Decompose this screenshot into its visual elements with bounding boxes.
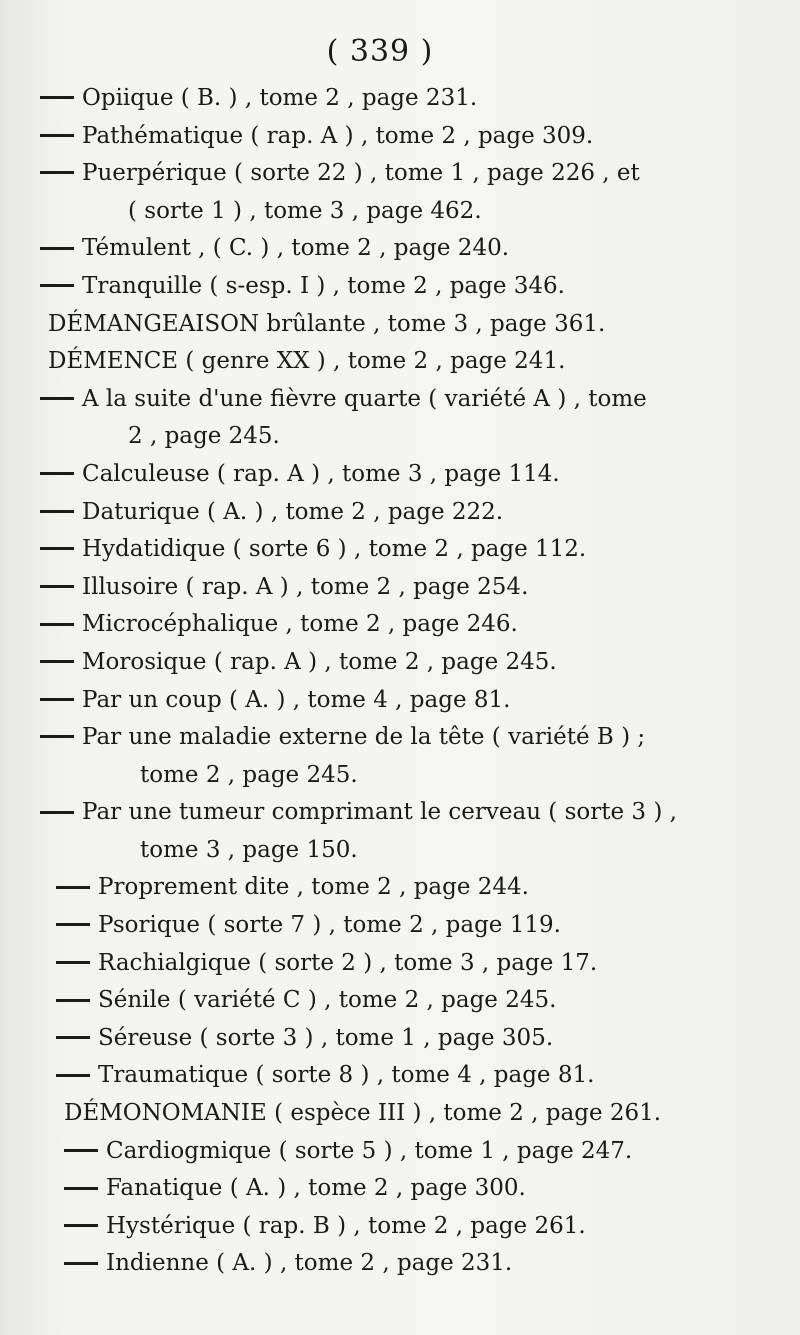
- index-entry-continuation: [0, 757, 800, 795]
- dash-mark: [40, 735, 74, 738]
- dash-mark: [40, 247, 74, 250]
- entry-text: A la suite d'une fièvre quarte ( variété A ) , tome: [82, 385, 647, 412]
- entry-text: DÉMENCE ( genre XX ) , tome 2 , page 241.: [48, 348, 566, 375]
- entry-text: Hystérique ( rap. B ) , tome 2 , page 261.: [106, 1212, 586, 1239]
- dash-mark: [40, 585, 74, 588]
- entry-text: Psorique ( sorte 7 ) , tome 2 , page 119.: [98, 912, 561, 939]
- index-subentry: [0, 1057, 800, 1095]
- index-subentry: [0, 80, 800, 118]
- index-subentry: [0, 230, 800, 268]
- page-number: ( 339 ): [326, 34, 434, 69]
- entry-text: Par un coup ( A. ) , tome 4 , page 81.: [82, 686, 511, 713]
- index-entries: [0, 80, 800, 1283]
- dash-mark: [56, 886, 90, 889]
- dash-mark: [64, 1262, 98, 1265]
- index-subentry: [0, 1245, 800, 1283]
- entry-text: tome 2 , page 245.: [140, 761, 358, 788]
- index-subentry: [0, 1020, 800, 1058]
- entry-text: Hydatidique ( sorte 6 ) , tome 2 , page 112.: [82, 536, 587, 563]
- dash-mark: [40, 698, 74, 701]
- entry-text: Puerpérique ( sorte 22 ) , tome 1 , page 226 , et: [82, 160, 640, 187]
- dash-mark: [40, 397, 74, 400]
- entry-text: Cardiogmique ( sorte 5 ) , tome 1 , page 247.: [106, 1137, 633, 1164]
- index-subentry: [0, 118, 800, 156]
- dash-mark: [40, 171, 74, 174]
- index-subentry: [0, 945, 800, 983]
- index-subentry: [0, 381, 800, 419]
- entry-text: Traumatique ( sorte 8 ) , tome 4 , page 81.: [98, 1062, 595, 1089]
- index-main-entry: [0, 306, 800, 344]
- dash-mark: [56, 999, 90, 1002]
- dash-mark: [40, 284, 74, 287]
- dash-mark: [56, 1036, 90, 1039]
- dash-mark: [40, 96, 74, 99]
- index-entry-continuation: [0, 832, 800, 870]
- entry-text: 2 , page 245.: [128, 423, 280, 450]
- entry-text: Opiique ( B. ) , tome 2 , page 231.: [82, 85, 478, 111]
- entry-text: Proprement dite , tome 2 , page 244.: [98, 874, 529, 901]
- index-subentry: [0, 268, 800, 306]
- entry-text: Illusoire ( rap. A ) , tome 2 , page 254.: [82, 573, 529, 600]
- index-subentry: [0, 1170, 800, 1208]
- entry-text: Rachialgique ( sorte 2 ) , tome 3 , page 17.: [98, 949, 598, 976]
- dash-mark: [64, 1187, 98, 1190]
- index-entry-continuation: [0, 193, 800, 231]
- index-subentry: [0, 494, 800, 532]
- entry-text: DÉMANGEAISON brûlante , tome 3 , page 361.: [48, 310, 606, 337]
- index-subentry: [0, 682, 800, 720]
- entry-text: Calculeuse ( rap. A ) , tome 3 , page 114.: [82, 460, 560, 487]
- entry-text: ( sorte 1 ) , tome 3 , page 462.: [128, 197, 482, 224]
- index-subentry: [0, 1133, 800, 1171]
- index-main-entry: [0, 1095, 800, 1133]
- entry-text: Pathématique ( rap. A ) , tome 2 , page 309.: [82, 122, 594, 149]
- dash-mark: [64, 1224, 98, 1227]
- dash-mark: [64, 1149, 98, 1152]
- index-subentry: [0, 869, 800, 907]
- index-subentry: [0, 907, 800, 945]
- index-subentry: [0, 531, 800, 569]
- entry-text: Par une tumeur comprimant le cerveau ( sorte 3 ) ,: [82, 799, 677, 826]
- index-subentry: [0, 606, 800, 644]
- index-entry-continuation: [0, 418, 800, 456]
- dash-mark: [40, 660, 74, 663]
- entry-text: tome 3 , page 150.: [140, 836, 358, 863]
- index-subentry: [0, 155, 800, 193]
- entry-text: Morosique ( rap. A ) , tome 2 , page 245.: [82, 648, 557, 675]
- dash-mark: [40, 134, 74, 137]
- dash-mark: [40, 472, 74, 475]
- entry-text: Sénile ( variété C ) , tome 2 , page 245.: [98, 987, 557, 1014]
- index-main-entry: [0, 343, 800, 381]
- entry-text: Indienne ( A. ) , tome 2 , page 231.: [106, 1250, 513, 1277]
- dash-mark: [40, 811, 74, 814]
- entry-text: Microcéphalique , tome 2 , page 246.: [82, 611, 518, 638]
- dash-mark: [56, 961, 90, 964]
- index-subentry: [0, 644, 800, 682]
- entry-text: DÉMONOMANIE ( espèce III ) , tome 2 , page 261.: [64, 1100, 662, 1127]
- entry-text: Fanatique ( A. ) , tome 2 , page 300.: [106, 1175, 526, 1202]
- entry-text: Séreuse ( sorte 3 ) , tome 1 , page 305.: [98, 1024, 554, 1051]
- dash-mark: [40, 547, 74, 550]
- dash-mark: [56, 923, 90, 926]
- dash-mark: [40, 510, 74, 513]
- entry-text: Témulent , ( C. ) , tome 2 , page 240.: [82, 235, 510, 262]
- index-subentry: [0, 982, 800, 1020]
- entry-text: Daturique ( A. ) , tome 2 , page 222.: [82, 498, 504, 525]
- dash-mark: [56, 1074, 90, 1077]
- index-subentry: [0, 569, 800, 607]
- dash-mark: [40, 623, 74, 626]
- index-subentry: [0, 719, 800, 757]
- index-subentry: [0, 1208, 800, 1246]
- index-subentry: [0, 794, 800, 832]
- entry-text: Tranquille ( s-esp. I ) , tome 2 , page 346.: [82, 272, 565, 299]
- index-subentry: [0, 456, 800, 494]
- entry-text: Par une maladie externe de la tête ( variété B ) ;: [82, 724, 646, 751]
